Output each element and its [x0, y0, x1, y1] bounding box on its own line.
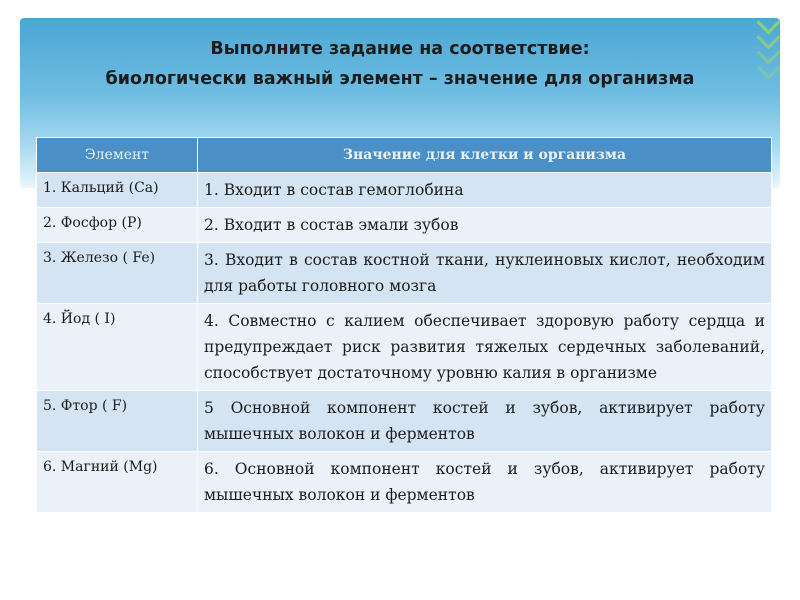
cell-element: 6. Магний (Mg): [37, 452, 198, 513]
header-value: Значение для клетки и организма: [198, 138, 772, 173]
table-row: [37, 304, 772, 391]
chevron-decoration-icon: [760, 14, 790, 74]
table-row: [37, 243, 772, 304]
cell-value: 3. Входит в состав костной ткани, нуклеиновых кислот, необходим для работы головного мозга: [198, 243, 772, 304]
cell-value: 2. Входит в состав эмали зубов: [198, 208, 772, 243]
cell-element: 3. Железо ( Fe): [37, 243, 198, 304]
cell-element: 2. Фосфор (P): [37, 208, 198, 243]
cell-value: 5 Основной компонент костей и зубов, активирует работу мышечных волокон и ферментов: [198, 391, 772, 452]
table-row: [37, 391, 772, 452]
header-element: Элемент: [37, 138, 198, 173]
cell-value: 1. Входит в состав гемоглобина: [198, 173, 772, 208]
elements-table: [36, 137, 772, 513]
slide-title: [40, 34, 760, 94]
cell-element: 4. Йод ( I): [37, 304, 198, 391]
cell-value: 6. Основной компонент костей и зубов, активирует работу мышечных волокон и ферментов: [198, 452, 772, 513]
title-line-1: Выполните задание на соответствие:: [210, 39, 590, 59]
table-row: [37, 208, 772, 243]
table-header-row: [37, 138, 772, 173]
cell-value: 4. Совместно с калием обеспечивает здоровую работу сердца и предупреждает риск развития тяжелых сердечных заболеваний, способствует достаточному уровню калия в организме: [198, 304, 772, 391]
cell-element: 1. Кальций (Ca): [37, 173, 198, 208]
cell-element: 5. Фтор ( F): [37, 391, 198, 452]
table-row: [37, 173, 772, 208]
title-line-2: биологически важный элемент – значение для организма: [105, 69, 695, 89]
table-row: [37, 452, 772, 513]
